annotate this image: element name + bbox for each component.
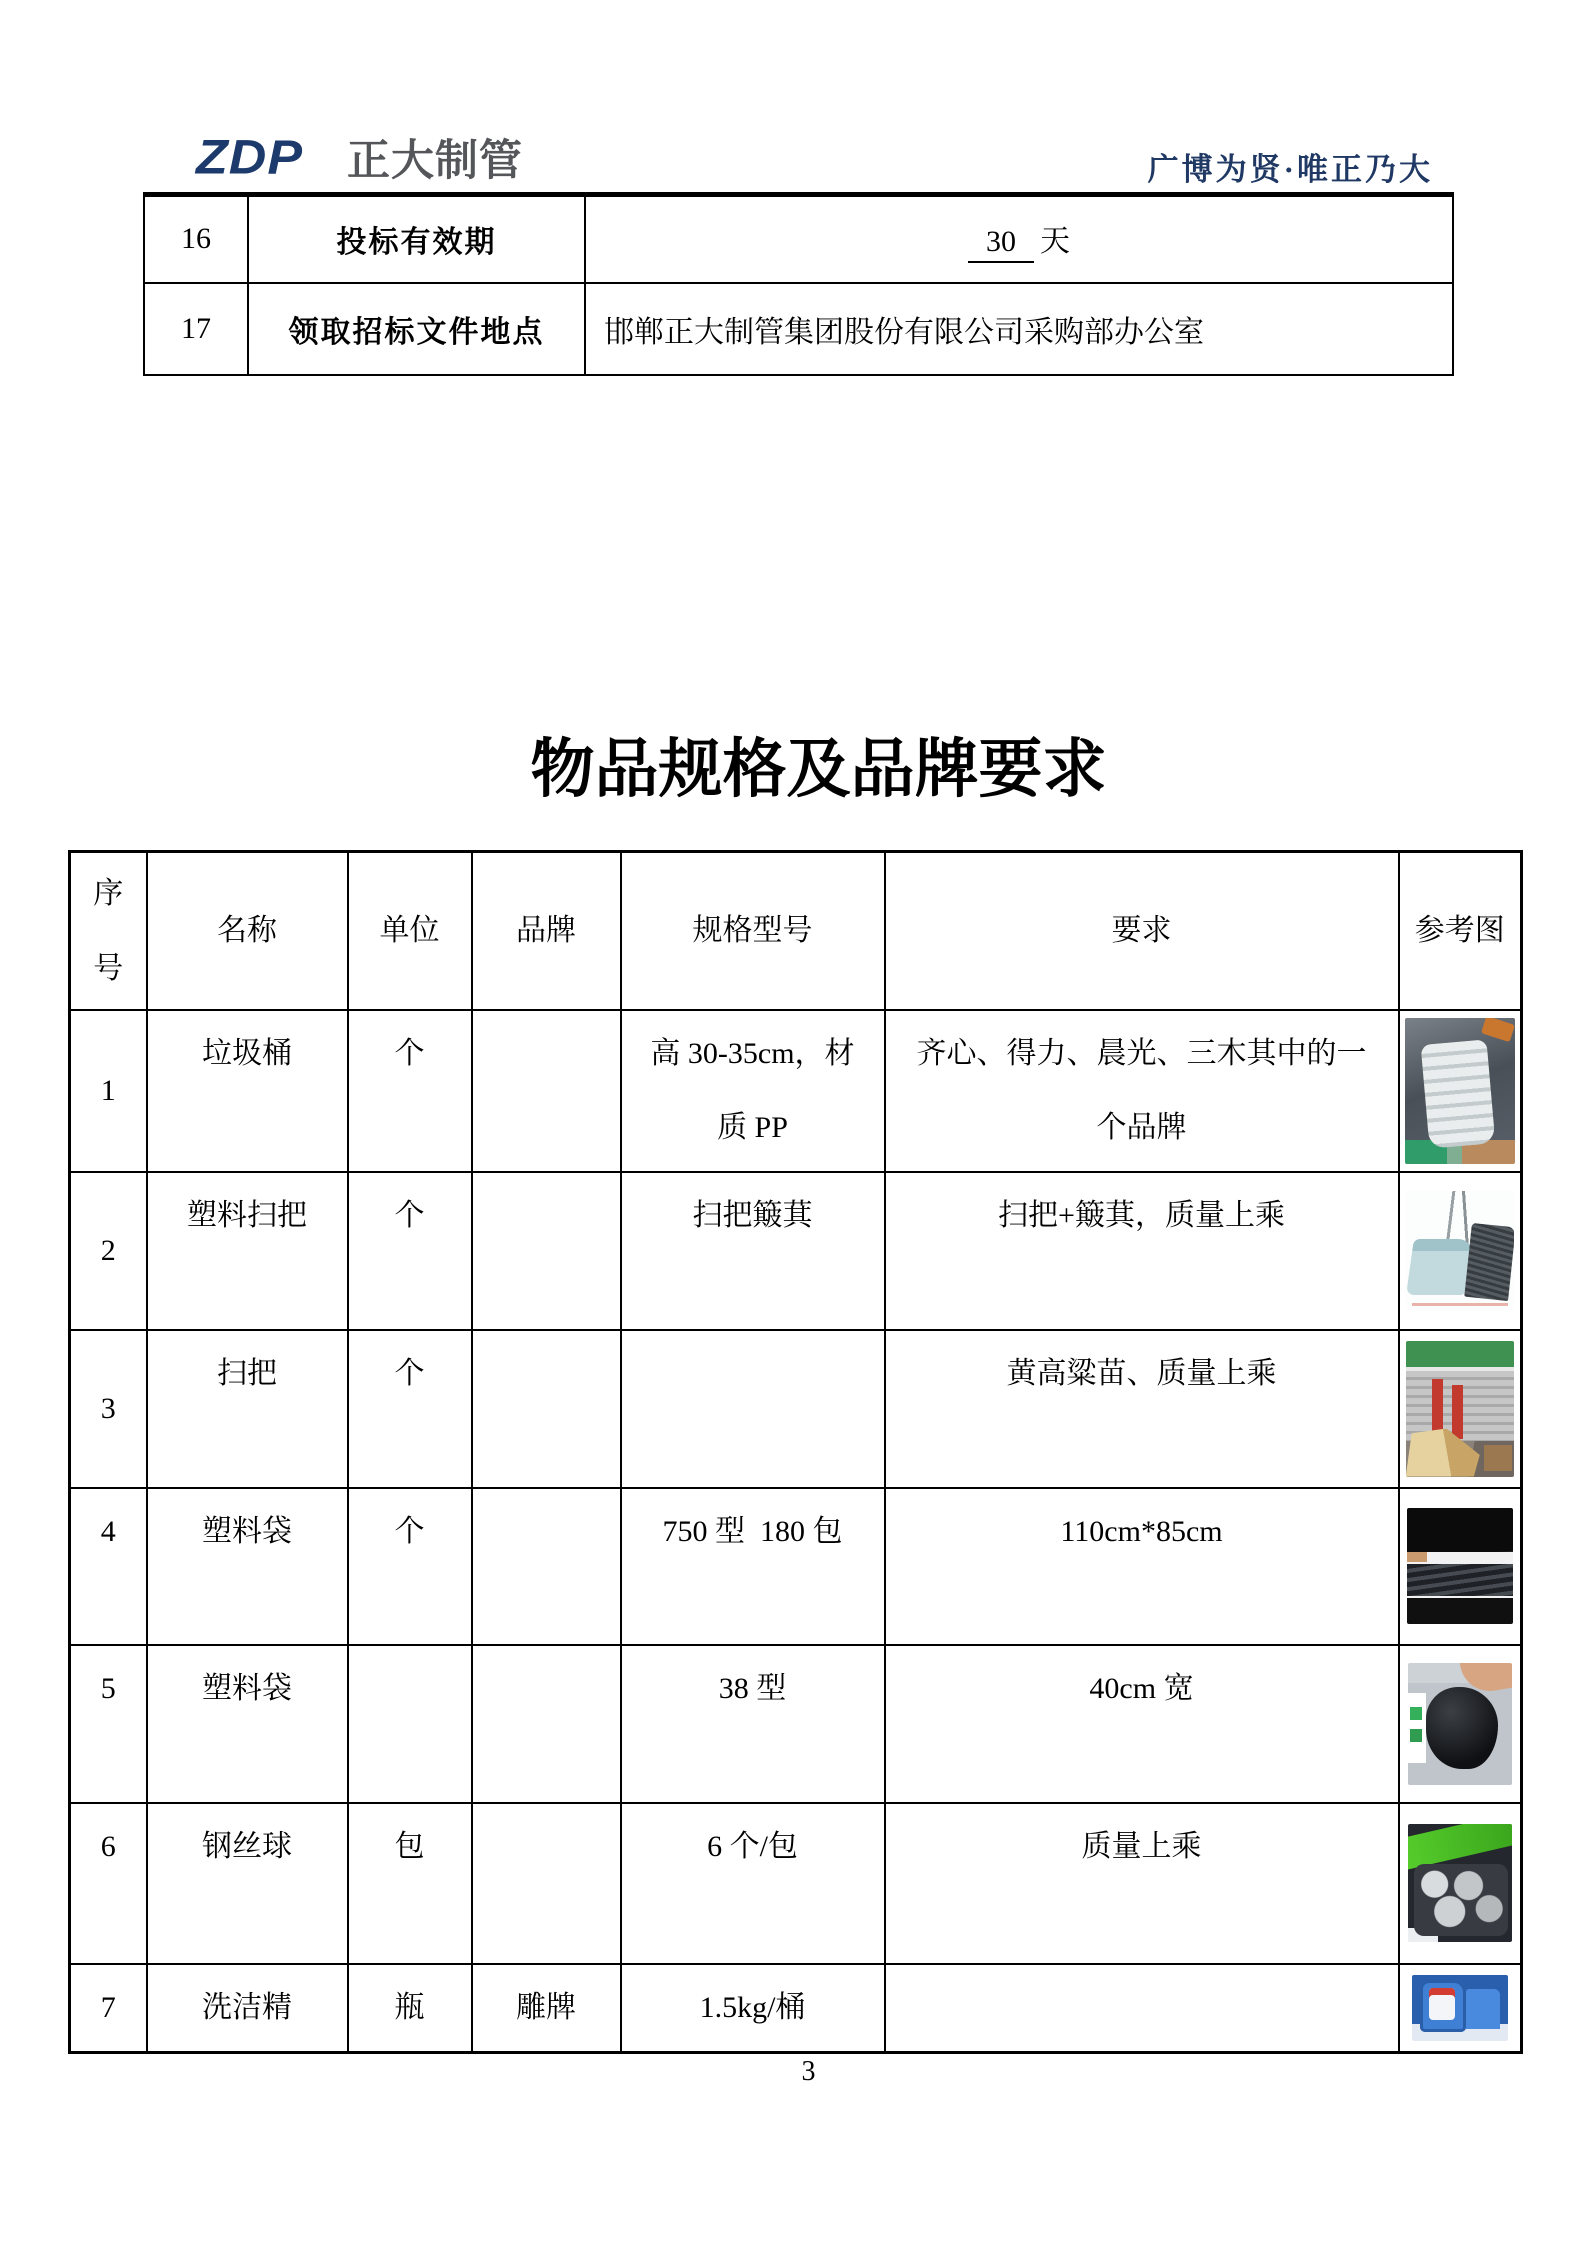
detergent-bottles-photo: [1412, 1975, 1508, 2041]
section-title: 物品规格及品牌要求: [530, 734, 1107, 805]
item-number: 7: [70, 1964, 147, 2053]
item-brand: [472, 1010, 621, 1172]
item-number: 1: [70, 1010, 147, 1172]
bid-validity-label: 投标有效期: [248, 195, 585, 283]
item-name: 洗洁精: [147, 1964, 348, 2053]
table-row-item-5: [70, 1645, 1522, 1803]
item-spec: 高 30-35cm，材质 PP: [621, 1010, 885, 1172]
table-row-item-1: [70, 1010, 1522, 1172]
header-spec-model: 规格型号: [621, 852, 885, 1010]
reference-image-cell: [1399, 1488, 1522, 1645]
black-bag-stack-photo: [1407, 1508, 1513, 1624]
header-serial-number: 序号: [70, 852, 147, 1010]
item-spec: 扫把簸萁: [621, 1172, 885, 1330]
reference-image-cell: [1399, 1803, 1522, 1964]
item-unit: 个: [348, 1172, 472, 1330]
document-pickup-value: 邯郸正大制管集团股份有限公司采购部办公室: [585, 283, 1453, 375]
item-unit: 个: [348, 1010, 472, 1172]
item-unit: [348, 1645, 472, 1803]
document-pickup-label: 领取招标文件地点: [248, 283, 585, 375]
table-row-item-4: [70, 1488, 1522, 1645]
header-unit: 单位: [348, 852, 472, 1010]
reference-image-cell: [1399, 1172, 1522, 1330]
item-spec: 750 型 180 包: [621, 1488, 885, 1645]
item-brand: [472, 1488, 621, 1645]
header-item-name: 名称: [147, 852, 348, 1010]
item-name: 扫把: [147, 1330, 348, 1488]
steel-wool-photo: [1408, 1824, 1512, 1942]
table-row-item-7: [70, 1964, 1522, 2053]
item-requirement: 110cm*85cm: [885, 1488, 1399, 1645]
bid-validity-days: 30: [968, 225, 1034, 263]
page-number: 3: [801, 2056, 816, 2087]
item-requirement: [885, 1964, 1399, 2053]
item-spec: 6 个/包: [621, 1803, 885, 1964]
company-logo: [196, 132, 523, 184]
reference-image-cell: [1399, 1645, 1522, 1803]
item-name: 垃圾桶: [147, 1010, 348, 1172]
table-row-item-3: [70, 1330, 1522, 1488]
item-number: 4: [70, 1488, 147, 1645]
item-spec: 38 型: [621, 1645, 885, 1803]
item-spec: 1.5kg/桶: [621, 1964, 885, 2053]
broom-shop-photo: [1406, 1341, 1514, 1477]
company-name-text: 正大制管: [347, 137, 523, 185]
bid-validity-unit: 天: [1040, 224, 1070, 258]
item-brand: 雕牌: [472, 1964, 621, 2053]
item-brand: [472, 1172, 621, 1330]
item-requirement: 黄高粱苗、质量上乘: [885, 1330, 1399, 1488]
bid-validity-value-cell: [585, 195, 1453, 283]
reference-image-cell: [1399, 1010, 1522, 1172]
header-reference-image: 参考图: [1399, 852, 1522, 1010]
item-name: 塑料袋: [147, 1645, 348, 1803]
item-number: 5: [70, 1645, 147, 1803]
black-bag-hand-photo: [1408, 1663, 1512, 1785]
reference-image-cell: [1399, 1964, 1522, 2053]
zdp-logo-text: ZDP: [196, 131, 303, 185]
item-name: 钢丝球: [147, 1803, 348, 1964]
spec-table-header-row: [70, 852, 1522, 1010]
info-row-17: [144, 283, 1453, 375]
item-unit: 包: [348, 1803, 472, 1964]
info-row-16: [144, 195, 1453, 283]
item-brand: [472, 1645, 621, 1803]
row-number: 16: [144, 195, 248, 283]
item-unit: 瓶: [348, 1964, 472, 2053]
item-spec: [621, 1330, 885, 1488]
item-spec-table: [68, 850, 1523, 2054]
table-row-item-2: [70, 1172, 1522, 1330]
item-requirement: 40cm 宽: [885, 1645, 1399, 1803]
item-number: 3: [70, 1330, 147, 1488]
item-requirement: 扫把+簸萁，质量上乘: [885, 1172, 1399, 1330]
header-brand: 品牌: [472, 852, 621, 1010]
item-number: 6: [70, 1803, 147, 1964]
reference-image-cell: [1399, 1330, 1522, 1488]
item-unit: 个: [348, 1488, 472, 1645]
company-slogan: 广博为贤·唯正乃大: [1147, 152, 1433, 187]
item-requirement: 质量上乘: [885, 1803, 1399, 1964]
dustpan-broom-photo: [1406, 1191, 1514, 1311]
item-name: 塑料扫把: [147, 1172, 348, 1330]
item-brand: [472, 1803, 621, 1964]
item-number: 2: [70, 1172, 147, 1330]
item-unit: 个: [348, 1330, 472, 1488]
row-number: 17: [144, 283, 248, 375]
header-requirement: 要求: [885, 852, 1399, 1010]
trash-bin-photo: [1405, 1018, 1515, 1164]
table-row-item-6: [70, 1803, 1522, 1964]
item-name: 塑料袋: [147, 1488, 348, 1645]
tender-info-table: [143, 192, 1454, 376]
item-requirement: 齐心、得力、晨光、三木其中的一个品牌: [885, 1010, 1399, 1172]
item-brand: [472, 1330, 621, 1488]
